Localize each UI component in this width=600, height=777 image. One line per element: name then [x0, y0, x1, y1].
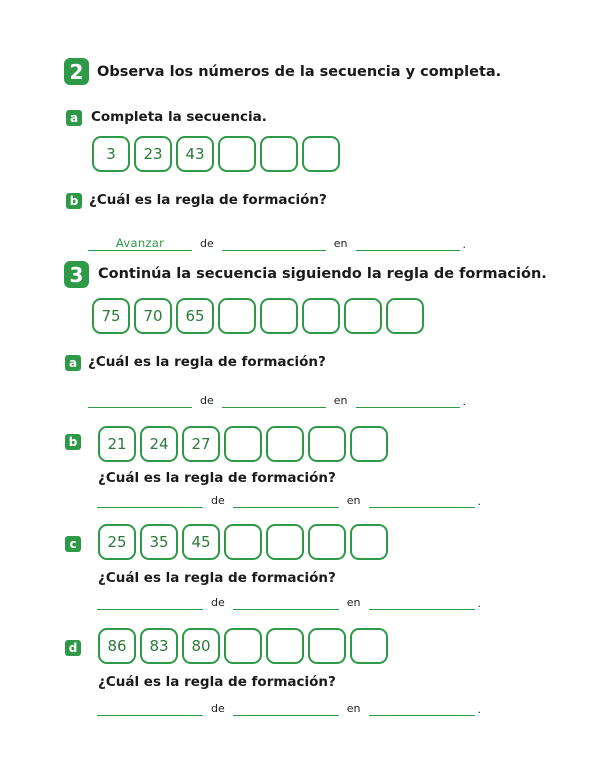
sequence-number-box: 70 [134, 298, 172, 334]
rule-word-en: en [333, 394, 348, 407]
rule-word-de: de [200, 237, 214, 250]
sequence-number-box: 25 [98, 524, 136, 560]
sequence-answer-box[interactable] [308, 426, 346, 462]
sequence-3c [98, 524, 388, 560]
sequence-answer-box[interactable] [260, 136, 298, 172]
rule-answer-field-1[interactable]: Avanzar [88, 236, 192, 251]
sequence-answer-box[interactable] [344, 298, 382, 334]
sequence-number-box: 45 [182, 524, 220, 560]
sequence-answer-box[interactable] [224, 426, 262, 462]
rule-answer-field-2[interactable] [222, 393, 326, 408]
rule-word-de: de [211, 596, 225, 609]
rule-word-en: en [346, 702, 361, 715]
rule-answer-field-2[interactable] [233, 493, 339, 508]
sequence-3b [98, 426, 388, 462]
rule-word-en: en [333, 237, 348, 250]
rule-period: . [477, 597, 481, 610]
section-3a-question: ¿Cuál es la regla de formación? [88, 354, 326, 370]
sequence-3 [92, 298, 424, 334]
section-2a-label: Completa la secuencia. [91, 109, 267, 125]
sequence-answer-box[interactable] [350, 628, 388, 664]
section-2b-question: ¿Cuál es la regla de formación? [89, 192, 327, 208]
sequence-3d [98, 628, 388, 664]
section-2a-letter-badge: a [66, 110, 82, 126]
rule-period: . [477, 703, 481, 716]
rule-answer-field-3[interactable] [369, 595, 475, 610]
rule-answer-field-3[interactable] [369, 701, 475, 716]
sequence-answer-box[interactable] [266, 426, 304, 462]
rule-line-3b [97, 493, 481, 508]
sequence-answer-box[interactable] [308, 524, 346, 560]
section-3b-letter-badge: b [65, 434, 81, 450]
rule-word-de: de [211, 702, 225, 715]
sequence-number-box: 80 [182, 628, 220, 664]
sequence-answer-box[interactable] [260, 298, 298, 334]
sequence-number-box: 35 [140, 524, 178, 560]
rule-word-en: en [346, 596, 361, 609]
rule-line-3c [97, 595, 481, 610]
rule-answer-field-2[interactable] [233, 595, 339, 610]
sequence-answer-box[interactable] [224, 628, 262, 664]
rule-answer-field-2[interactable] [222, 236, 326, 251]
section-3c-question: ¿Cuál es la regla de formación? [98, 570, 336, 586]
rule-period: . [477, 495, 481, 508]
sequence-number-box: 27 [182, 426, 220, 462]
sequence-answer-box[interactable] [386, 298, 424, 334]
sequence-answer-box[interactable] [224, 524, 262, 560]
rule-word-en: en [346, 494, 361, 507]
sequence-answer-box[interactable] [266, 524, 304, 560]
sequence-number-box: 3 [92, 136, 130, 172]
sequence-answer-box[interactable] [302, 136, 340, 172]
rule-answer-field-1[interactable] [97, 701, 203, 716]
rule-answer-field-2[interactable] [233, 701, 339, 716]
sequence-answer-box[interactable] [308, 628, 346, 664]
sequence-number-box: 86 [98, 628, 136, 664]
sequence-number-box: 23 [134, 136, 172, 172]
rule-answer-field-3[interactable] [369, 493, 475, 508]
section-3a-letter-badge: a [65, 355, 81, 371]
sequence-number-box: 65 [176, 298, 214, 334]
rule-answer-field-1[interactable] [88, 393, 192, 408]
rule-line-3d [97, 701, 481, 716]
rule-period: . [462, 395, 466, 408]
rule-answer-field-1[interactable] [97, 595, 203, 610]
rule-word-de: de [211, 494, 225, 507]
rule-word-de: de [200, 394, 214, 407]
section-3-title: Continúa la secuencia siguiendo la regla de formación. [98, 266, 547, 282]
section-2-number-badge: 2 [64, 58, 89, 85]
rule-answer-field-3[interactable] [356, 393, 460, 408]
section-3c-letter-badge: c [65, 536, 81, 552]
sequence-number-box: 21 [98, 426, 136, 462]
sequence-number-box: 83 [140, 628, 178, 664]
sequence-answer-box[interactable] [218, 298, 256, 334]
rule-line-2b [88, 236, 466, 251]
section-3b-question: ¿Cuál es la regla de formación? [98, 470, 336, 486]
section-2b-letter-badge: b [66, 193, 82, 209]
sequence-answer-box[interactable] [350, 426, 388, 462]
sequence-answer-box[interactable] [350, 524, 388, 560]
section-3-number-badge: 3 [64, 261, 89, 288]
sequence-2a [92, 136, 340, 172]
sequence-answer-box[interactable] [218, 136, 256, 172]
sequence-answer-box[interactable] [266, 628, 304, 664]
rule-answer-field-1[interactable] [97, 493, 203, 508]
section-3d-question: ¿Cuál es la regla de formación? [98, 674, 336, 690]
rule-answer-field-3[interactable] [356, 236, 460, 251]
section-2-title: Observa los números de la secuencia y completa. [97, 64, 502, 80]
rule-period: . [462, 238, 466, 251]
sequence-number-box: 43 [176, 136, 214, 172]
rule-line-3a [88, 393, 466, 408]
sequence-number-box: 24 [140, 426, 178, 462]
section-3d-letter-badge: d [65, 640, 81, 656]
sequence-number-box: 75 [92, 298, 130, 334]
sequence-answer-box[interactable] [302, 298, 340, 334]
